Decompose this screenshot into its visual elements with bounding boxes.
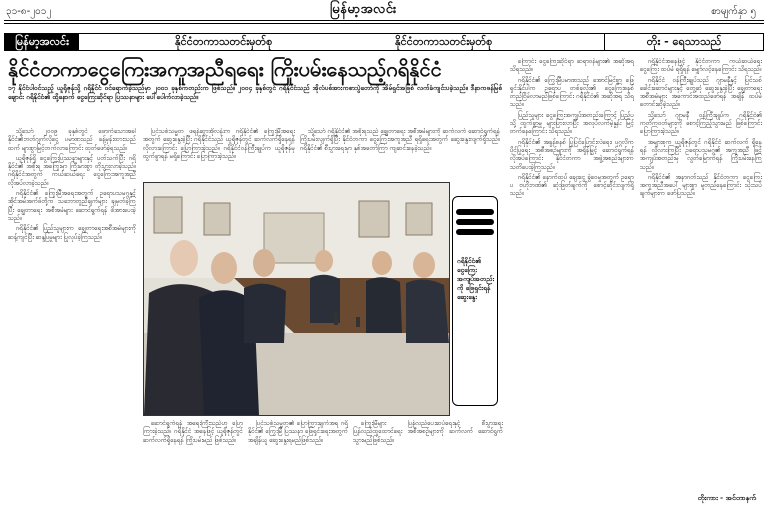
pull-quote (452, 196, 498, 406)
pull-quote-text: ဂရိနိုင်ငံ၏ ငွေကြေးအကျပ်အတည်းကို ဖြေရှင်းရန် ဆွေးနွေး (457, 257, 495, 301)
paragraph: ဂရိနိုင်ငံ၏ နောက်ထပ် ချေးငွေ ခွဲဝေမှုအတွက် ဥရောပ ဗဟိုဘဏ်၏ ဆုံးဖြတ်ချက်ကို စောင့်ဆိုင်းလျက်ရှိသည်။ (510, 173, 634, 198)
header-rule-2 (4, 23, 764, 24)
page-number: စာမျက်နှာ ၅ (711, 6, 756, 17)
paragraph: ပြည်သူများ ငွေကြေးအကျပ်အတည်းကြောင့် ပြည်ပသို့ ထွက်ခွာမှု များပြားလာပြီး အလုပ်လက်မဲ့နှုန်း မြင့်တက်နေကြောင်း သိရသည်။ (510, 111, 634, 136)
paragraph: ဂရိနိုင်ငံအနေဖြင့် နိုင်ငံတကာ ကယ်ဆယ်ရေးငွေကြေး ထပ်မံ ရရှိရန် မျှော်လင့်နေကြောင်း သိရသည်။ (640, 58, 762, 74)
section-bar (4, 33, 764, 51)
pull-quote-bar (456, 229, 494, 235)
paragraph: ဂရိနိုင်ငံ၏ ပြည်သူများက ချွေတာရေးအစီအမံများကို ဆန့်ကျင်ပြီး ဆန္ဒပြမှုများ ပြုလုပ်ခဲ့ကြသည်။ (8, 225, 136, 241)
paragraph: သို့သော် ဂရိနိုင်ငံ၏ အစိုးရသည် ချွေတာရေး အစီအမံများကို ဆက်လက် ဆောင်ရွက်ရန် ကြိုးပမ်းလျက်ရှိပြီး နိုင်ငံတကာ ငွေကြေးအကူအညီ ရရှိရေးအတွက် ဆွေးနွေးလျက်ရှိသည်။ ဂရိနိုင်ငံ၏ စီးပွားရေးမှာ နှစ်အတော်ကြာ ကျဆင်းနေခဲ့သည်။ (300, 128, 500, 152)
article-photo (143, 182, 450, 416)
article-column-3-bottom (248, 420, 348, 495)
paragraph: ဂရိနိုင်ငံ၏ ကြွေးမြီအရေးအတွက် ဥရောပသမဂ္ဂနှင့် အိုင်အမ်အက်ဖ်တို့က သဘောတူညီချက်များ ချမှတ်ခဲ့ကြပြီး ချွေတာရေး အစီအမံများ ဆောင်ရွက်ရန် ဖိအားပေးခဲ့သည်။ (8, 190, 136, 222)
section-title-right: နိုင်ငံတကာသတင်းမှတ်စု (395, 35, 493, 48)
paragraph: ဆောင်ရွက်ရန် အရေးကြီးသည်ဟု ပြောကြားခဲ့သည်။ ဂရိနိုင်ငံ အနေဖြင့် ယူရိုဇုန်တွင် ဆက်လက်ရှိနေရန် ကြိုးပမ်းမည် ဖြစ်သည်။ (143, 420, 243, 444)
article-headline: နိုင်ငံတကာငွေကြေးအကူအညီရရေး ကြိုးပမ်းနေသည့်ဂရိနိုင်ငံ (8, 57, 442, 81)
masthead: မြန်မာ့အလင်း (330, 2, 397, 17)
paragraph: အများစုက ယူရိုဇုန်တွင် ဂရိနိုင်ငံ ဆက်လက် ရှိနေရန် လိုလားကြပြီး ဥရောပသမဂ္ဂ၏ အကူအညီ ဖြင့် အကျပ်အတည်းမှ လွတ်မြောက်ရန် ကြိုးပမ်းနေကြသည်။ (640, 138, 762, 171)
header-rule (4, 20, 764, 21)
issue-date: ၃၁-၈-၂၀၁၂ (6, 6, 52, 17)
article-column-2-top (143, 128, 295, 180)
paragraph: ဂရိနိုင်ငံ၏ အခွန်စနစ် ပြုပြင်ပြောင်းလဲရေး၊ ပုဂ္ဂလိကပိုင်ပြုရေး အစီအစဉ်များကို အရှိန်မြှင့် ဆောင်ရွက်ရန် လိုအပ်ကြောင်း နိုင်ငံတကာ အဖွဲ့အစည်းများက သတိပေးခဲ့ကြသည်။ (510, 138, 634, 171)
section-badge: မြန်မာ့အလင်း (5, 34, 79, 50)
article-column-4 (510, 58, 634, 493)
paragraph: ပြင်သစ်သမ္မတ ဖရန်ဆွာအိုလန်းက ဂရိနိုင်ငံ၏ ကြွေးမြီအရေးအတွက် ဆွေးနွေးခဲ့ပြီး ဂရိနိုင်ငံသည် ယူရိုဇုန်တွင် ဆက်လက်ရှိနေရန် လိုလားကြောင်း ပြောကြားခဲ့သည်။ ဂရိနိုင်ငံဝန်ကြီးချုပ်က ယူရိုဇုန်မှ ထွက်ခွာရန် မရှိကြောင်း ပြောကြားခဲ့သည်။ (143, 128, 295, 160)
pull-quote-bar (456, 209, 494, 215)
article-column-1 (8, 128, 136, 493)
paragraph: ယူရိုဇုန်ရှိ ငွေကြေးပြဿနာများနှင့် ပတ်သက်ပြီး ဂရိနိုင်ငံ၏ အစိုးရ အကြွေးမှာ ကြီးမားစွာ တိုးပွားလာခဲ့သည်။ ဂရိနိုင်ငံအတွက် ကယ်ဆယ်ရေး ငွေကြေးအကူအညီ လိုအပ်လာခဲ့သည်။ (8, 154, 136, 187)
paragraph: ကြွေးမြီများ ပြန်လည်ပေးဆပ်ရေးနှင့် စီးပွားရေး ပြန်လည်ထူထောင်ရေး အစီအစဉ်များကို ဆက်လက် ဆောင်ရွက်သွားမည်ဖြစ်သည်။ (353, 420, 503, 444)
paragraph: ဂရိနိုင်ငံ၏ ကြွေးမြီပမာဏသည် အောင်မြင်စွာ ဖြေရှင်းနိုင်ပါက ဥရောပ တစ်ခုလုံး၏ ငွေကြေးစနစ် တည်ငြိမ်လာမည်ဖြစ်ကြောင်း ဂရိနိုင်ငံ၏ အဆိုအရ သိရသည်။ (510, 76, 634, 109)
paragraph: သို့သော် ဂျာမနီ ဝန်ကြီးချုပ်က ဂရိနိုင်ငံ၏ ကတိကဝတ်များကို စောင့်ကြည့်သွားမည် ဖြစ်ကြောင်း ပြောကြားခဲ့သည်။ (640, 111, 762, 136)
article-lead: ၁၇ နိုင်ငံပါဝင်သည့် ယူရိုဇုန်သို့ ဂရိနိုင်ငံ ဝင်ရောက်ခဲ့သည်မှာ ၂၀၀၁ ခုနှစ်ကတည်းက ဖြစ်သည်။ ၂၀၀၄ ခုနှစ်တွင် ဂရိနိုင်ငံသည် အိုလံပစ်အားကစားပွဲတော်ကို အိမ်ရှင်အဖြစ် လက်ခံကျင်းပခဲ့သည်။ ဒီနာကဖန်မြစ်ချောင်း ဂရိနိုင်ငံ၏ ထို့နောက် ငွေကြေးဆိုင်ရာ ပြဿနာများ ပေါ်ပေါက်လာခဲ့သည်။ (8, 84, 502, 101)
page-header (0, 0, 768, 20)
paragraph: ဂရိနိုင်ငံ၏ အနာဂတ်သည် နိုင်ငံတကာ ငွေကြေးအကူအညီအပေါ် များစွာ မူတည်နေကြောင်း သုံးသပ်ချက်များက ဖော်ပြသည်။ (640, 173, 762, 198)
section-title-left: နိုင်ငံတကာသတင်းမှတ်စု (175, 35, 273, 48)
article-column-2-bottom (143, 420, 243, 495)
article-column-5 (640, 58, 762, 488)
paragraph: သို့သော် ၂၀၀၉ ခုနှစ်တွင် ဖောက်သောအခါ နိုင်ငံ၏ဘတ်ဂျက်လိုငွေ ပမာဏသည် ခန့်မှန်းထားသည်ထက် များစွာမြင့်တက်လာကြောင်း ထုတ်ဖော်ခဲ့ရသည်။ (8, 128, 136, 152)
paragraph: ကြောင်း ငွေကြေးဆိုင်ရာ ဆရာဝန်များ၏ အဆိုအရ သိရသည်။ (510, 58, 634, 74)
pull-quote-bar (456, 219, 494, 225)
author-byline: တိုး - ရေသာသည် (604, 34, 763, 50)
article-column-3-top (300, 128, 500, 180)
meeting-photo-illustration (144, 183, 449, 415)
paragraph: ဂရိနိုင်ငံ ဝန်ကြီးချုပ်သည် ဂျာမနီနှင့် ပြင်သစ် ခေါင်းဆောင်များနှင့် တွေ့ဆုံ ဆွေးနွေးခဲ့ပြီး ချွေတာရေး အစီအမံများ အကောင်အထည်ဖော်ရန် အချိန် ထပ်မံ တောင်းဆိုခဲ့သည်။ (640, 76, 762, 109)
article-signoff: တိုးကား - အင်တာနက် (697, 494, 756, 502)
article-column-4-bottom (353, 420, 503, 495)
paragraph: ပြင်သစ်သမ္မတ၏ ပြောကြားချက်အရ ဂရိနိုင်ငံ၏ ကြွေးမြီ ပြဿနာ ဖြေရှင်းရေးအတွက် အချိန်ယူ ဆွေးနွေးရမည်ဖြစ်သည်။ (248, 420, 348, 444)
